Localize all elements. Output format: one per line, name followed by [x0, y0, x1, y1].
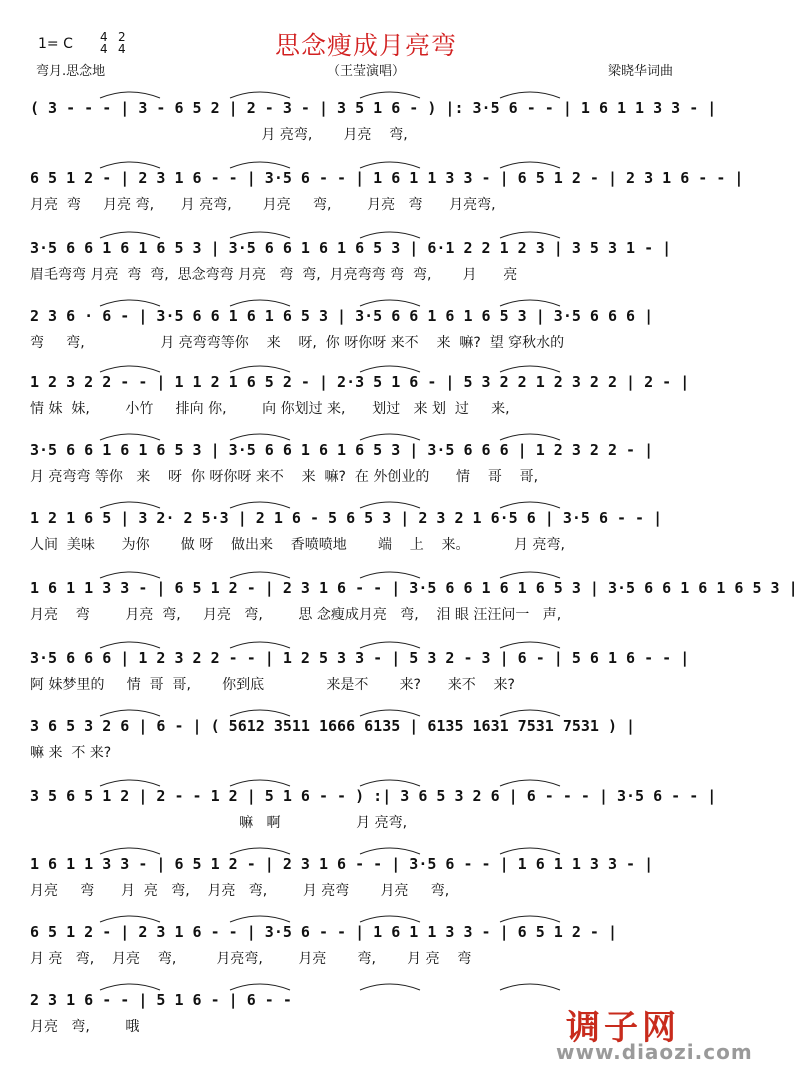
score-system — [30, 576, 798, 630]
notation-line: 6 5 1 2 - | 2 3 1 6 - - | 3·5 6 - - | 1 6 1 1 3 3 - | 6 5 1 2 - | — [30, 923, 617, 941]
score-system — [30, 304, 694, 358]
score-system — [30, 714, 694, 768]
lyrics-line: 月 亮 弯, 月亮 弯, 月亮弯, 月亮 弯, 月 亮 弯 — [30, 951, 472, 967]
score-system — [30, 506, 694, 560]
composer-credit: 梁晓华词曲 — [608, 64, 674, 79]
lyrics-line: 人间 美味 为你 做 呀 做出来 香喷喷地 端 上 来。 月 亮弯, — [30, 537, 565, 553]
score-system — [30, 920, 694, 974]
notation-line: 1 2 3 2 2 - - | 1 1 2 1 6 5 2 - | 2·3 5 1 6 - | 5 3 2 2 1 2 3 2 2 | 2 - | — [30, 373, 690, 391]
lyrics-line: 月 亮弯, 月亮 弯, — [30, 127, 408, 143]
song-subtitle: 弯月.思念地 — [36, 64, 106, 79]
notation-line: 3·5 6 6 1 6 1 6 5 3 | 3·5 6 6 1 6 1 6 5 3 | 6·1 2 2 1 2 3 | 3 5 3 1 - | — [30, 239, 672, 257]
lyrics-line: 眉毛弯弯 月亮 弯 弯, 思念弯弯 月亮 弯 弯, 月亮弯弯 弯 弯, 月 亮 — [30, 267, 518, 283]
lyrics-line: 阿 妹梦里的 情 哥 哥, 你到底 来是不 来? 来不 来? — [30, 677, 515, 693]
lyrics-line: 月亮 弯 月 亮 弯, 月亮 弯, 月 亮弯 月亮 弯, — [30, 883, 450, 899]
notation-line: 2 3 6 · 6 - | 3·5 6 6 1 6 1 6 5 3 | 3·5 6 6 1 6 1 6 5 3 | 3·5 6 6 6 | — [30, 307, 654, 325]
time-sig-top: 2 — [118, 30, 126, 44]
score-system — [30, 438, 694, 492]
notation-line: 1 6 1 1 3 3 - | 6 5 1 2 - | 2 3 1 6 - - | 3·5 6 - - | 1 6 1 1 3 3 - | — [30, 855, 654, 873]
notation-line: ( 3 - - - | 3 - 6 5 2 | 2 - 3 - | 3 5 1 6 - ) |: 3·5 6 - - | 1 6 1 1 3 3 - | — [30, 99, 717, 117]
lyrics-line: 月亮 弯 月亮 弯, 月 亮弯, 月亮 弯, 月亮 弯 月亮弯, — [30, 197, 496, 213]
lyrics-line: 嘛 啊 月 亮弯, — [30, 815, 408, 831]
time-sig-top: 4 — [100, 30, 108, 44]
time-sig-bottom: 4 — [118, 42, 126, 56]
score-system — [30, 784, 717, 838]
notation-line: 3·5 6 6 6 | 1 2 3 2 2 - - | 1 2 5 3 3 - | 5 3 2 - 3 | 6 - | 5 6 1 6 - - | — [30, 649, 690, 667]
lyrics-line: 嘛 来 不 来? — [30, 745, 112, 761]
site-logo-name: 调子网 — [566, 1008, 680, 1048]
notation-line: 1 2 1 6 5 | 3 2· 2 5·3 | 2 1 6 - 5 6 5 3 | 2 3 2 1 6·5 6 | 3·5 6 - - | — [30, 509, 663, 527]
lyrics-line: 情 妹 妹, 小竹 排向 你, 向 你划过 来, 划过 来 划 过 来, — [30, 401, 510, 417]
lyrics-line: 弯 弯, 月 亮弯弯等你 来 呀, 你 呀你呀 来不 来 嘛? 望 穿秋水的 — [30, 335, 565, 351]
notation-line: 3 5 6 5 1 2 | 2 - - 1 2 | 5 1 6 - - ) :| 3 6 5 3 2 6 | 6 - - - | 3·5 6 - - | — [30, 787, 717, 805]
notation-line: 3·5 6 6 1 6 1 6 5 3 | 3·5 6 6 1 6 1 6 5 3 | 3·5 6 6 6 | 1 2 3 2 2 - | — [30, 441, 654, 459]
notation-line: 6 5 1 2 - | 2 3 1 6 - - | 3·5 6 - - | 1 6 1 1 3 3 - | 6 5 1 2 - | 2 3 1 6 - - | — [30, 169, 744, 187]
score-system — [30, 646, 694, 700]
key-signature: 1= C — [38, 36, 73, 52]
song-title: 思念瘦成月亮弯 — [274, 31, 457, 60]
lyrics-line: 月亮 弯, 哦 — [30, 1019, 140, 1035]
time-sig-bottom: 4 — [100, 42, 108, 56]
site-logo-url: www.diaozi.com — [556, 1040, 753, 1064]
notation-line: 1 6 1 1 3 3 - | 6 5 1 2 - | 2 3 1 6 - - | 3·5 6 6 1 6 1 6 5 3 | 3·5 6 6 1 6 1 6 5 3 | — [30, 579, 798, 597]
lyrics-line: 月亮 弯 月亮 弯, 月亮 弯, 思 念瘦成月亮 弯, 泪 眼 汪汪问一 声, — [30, 607, 562, 623]
score-system — [30, 96, 717, 150]
score-system — [30, 166, 744, 220]
site-logo — [556, 1000, 753, 1066]
notation-line: 2 3 1 6 - - | 5 1 6 - | 6 - - — [30, 991, 292, 1009]
notation-line: 3 6 5 3 2 6 | 6 - | ( 5612 3511 1666 6135 | 6135 1631 7531 7531 ) | — [30, 717, 636, 735]
score-system — [30, 236, 694, 290]
performer: （王莹演唱） — [326, 64, 405, 79]
score-system — [30, 852, 694, 906]
lyrics-line: 月 亮弯弯 等你 来 呀 你 呀你呀 来不 来 嘛? 在 外创业的 情 哥 哥, — [30, 469, 539, 485]
score-system — [30, 370, 694, 424]
